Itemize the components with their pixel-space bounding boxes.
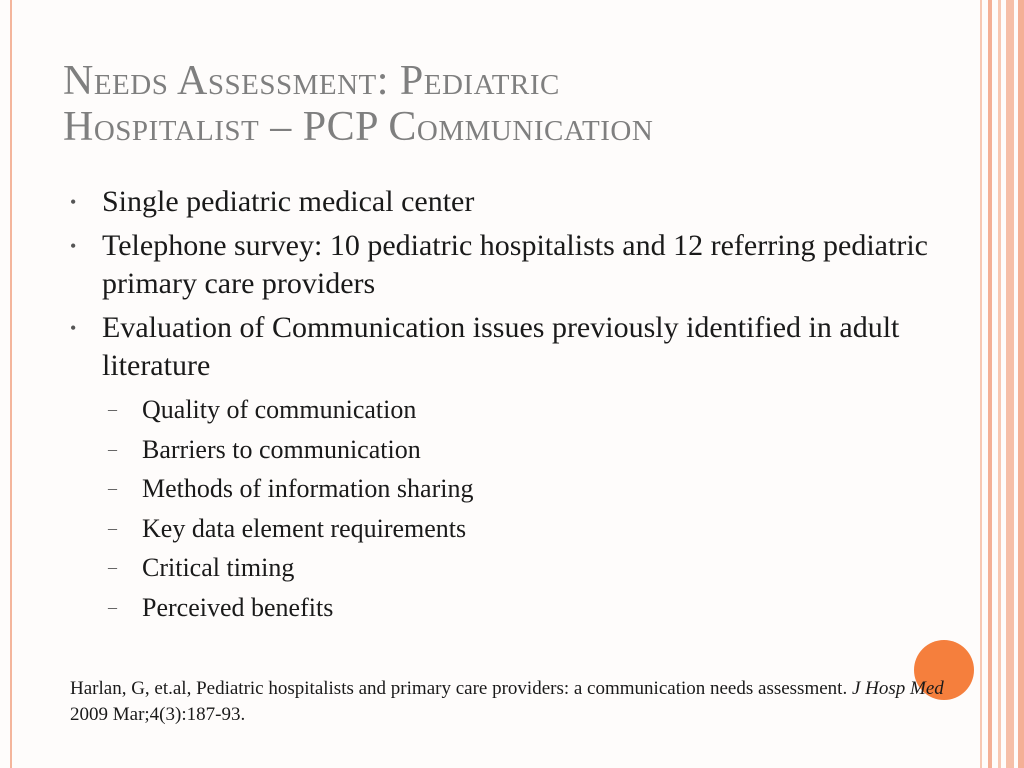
sub-bullet-text: Key data element requirements [142, 513, 467, 543]
sub-bullet-item [108, 390, 473, 430]
bullet-item [70, 227, 930, 303]
stripe [1018, 0, 1024, 768]
bullet-item [70, 183, 930, 221]
stripe [980, 0, 982, 768]
citation-journal: J Hosp Med [851, 678, 944, 699]
stripe [998, 0, 1001, 768]
dash-icon: – [108, 399, 117, 419]
slide-title-line-2: Hospitalist – PCP Communication [63, 104, 654, 150]
sub-bullet-text: Quality of communication [142, 395, 417, 424]
sub-bullet-text: Barriers to communication [142, 434, 421, 464]
sub-bullet-list [108, 390, 473, 627]
sub-bullet-item [108, 469, 473, 509]
stripe [1006, 0, 1014, 768]
bullet-item [70, 309, 930, 385]
bullet-text: Telephone survey: 10 pediatric hospitalists and 12 referring pediatric primary care providers [102, 229, 928, 300]
sub-bullet-text: Methods of information sharing [142, 474, 474, 503]
dash-icon: – [108, 438, 117, 459]
bullet-text: Single pediatric medical center [102, 185, 475, 218]
citation-suffix: 2009 Mar;4(3):187-93. [70, 704, 246, 725]
bullet-list [70, 183, 930, 391]
sub-bullet-item [108, 509, 473, 549]
sub-bullet-text: Critical timing [142, 553, 295, 582]
stripe [988, 0, 992, 768]
citation [70, 676, 970, 728]
dash-icon: – [108, 557, 117, 577]
citation-prefix: Harlan, G, et.al, Pediatric hospitalists and primary care providers: a communication needs assessment. [70, 678, 852, 699]
dash-icon: – [108, 517, 117, 538]
sub-bullet-text: Perceived benefits [142, 592, 334, 622]
left-border-line [10, 0, 12, 768]
bullet-icon: • [70, 192, 77, 212]
sub-bullet-item [108, 430, 473, 470]
sub-bullet-item [108, 588, 473, 628]
slide-title [63, 58, 943, 150]
bullet-text: Evaluation of Communication issues previously identified in adult literature [102, 311, 900, 382]
bullet-icon: • [70, 236, 77, 256]
right-decorative-stripes [980, 0, 1024, 768]
slide-title-line-1: Needs Assessment: Pediatric [63, 58, 560, 104]
dash-icon: – [108, 478, 117, 498]
sub-bullet-item [108, 548, 473, 588]
bullet-icon: • [70, 318, 77, 338]
dash-icon: – [108, 596, 117, 617]
